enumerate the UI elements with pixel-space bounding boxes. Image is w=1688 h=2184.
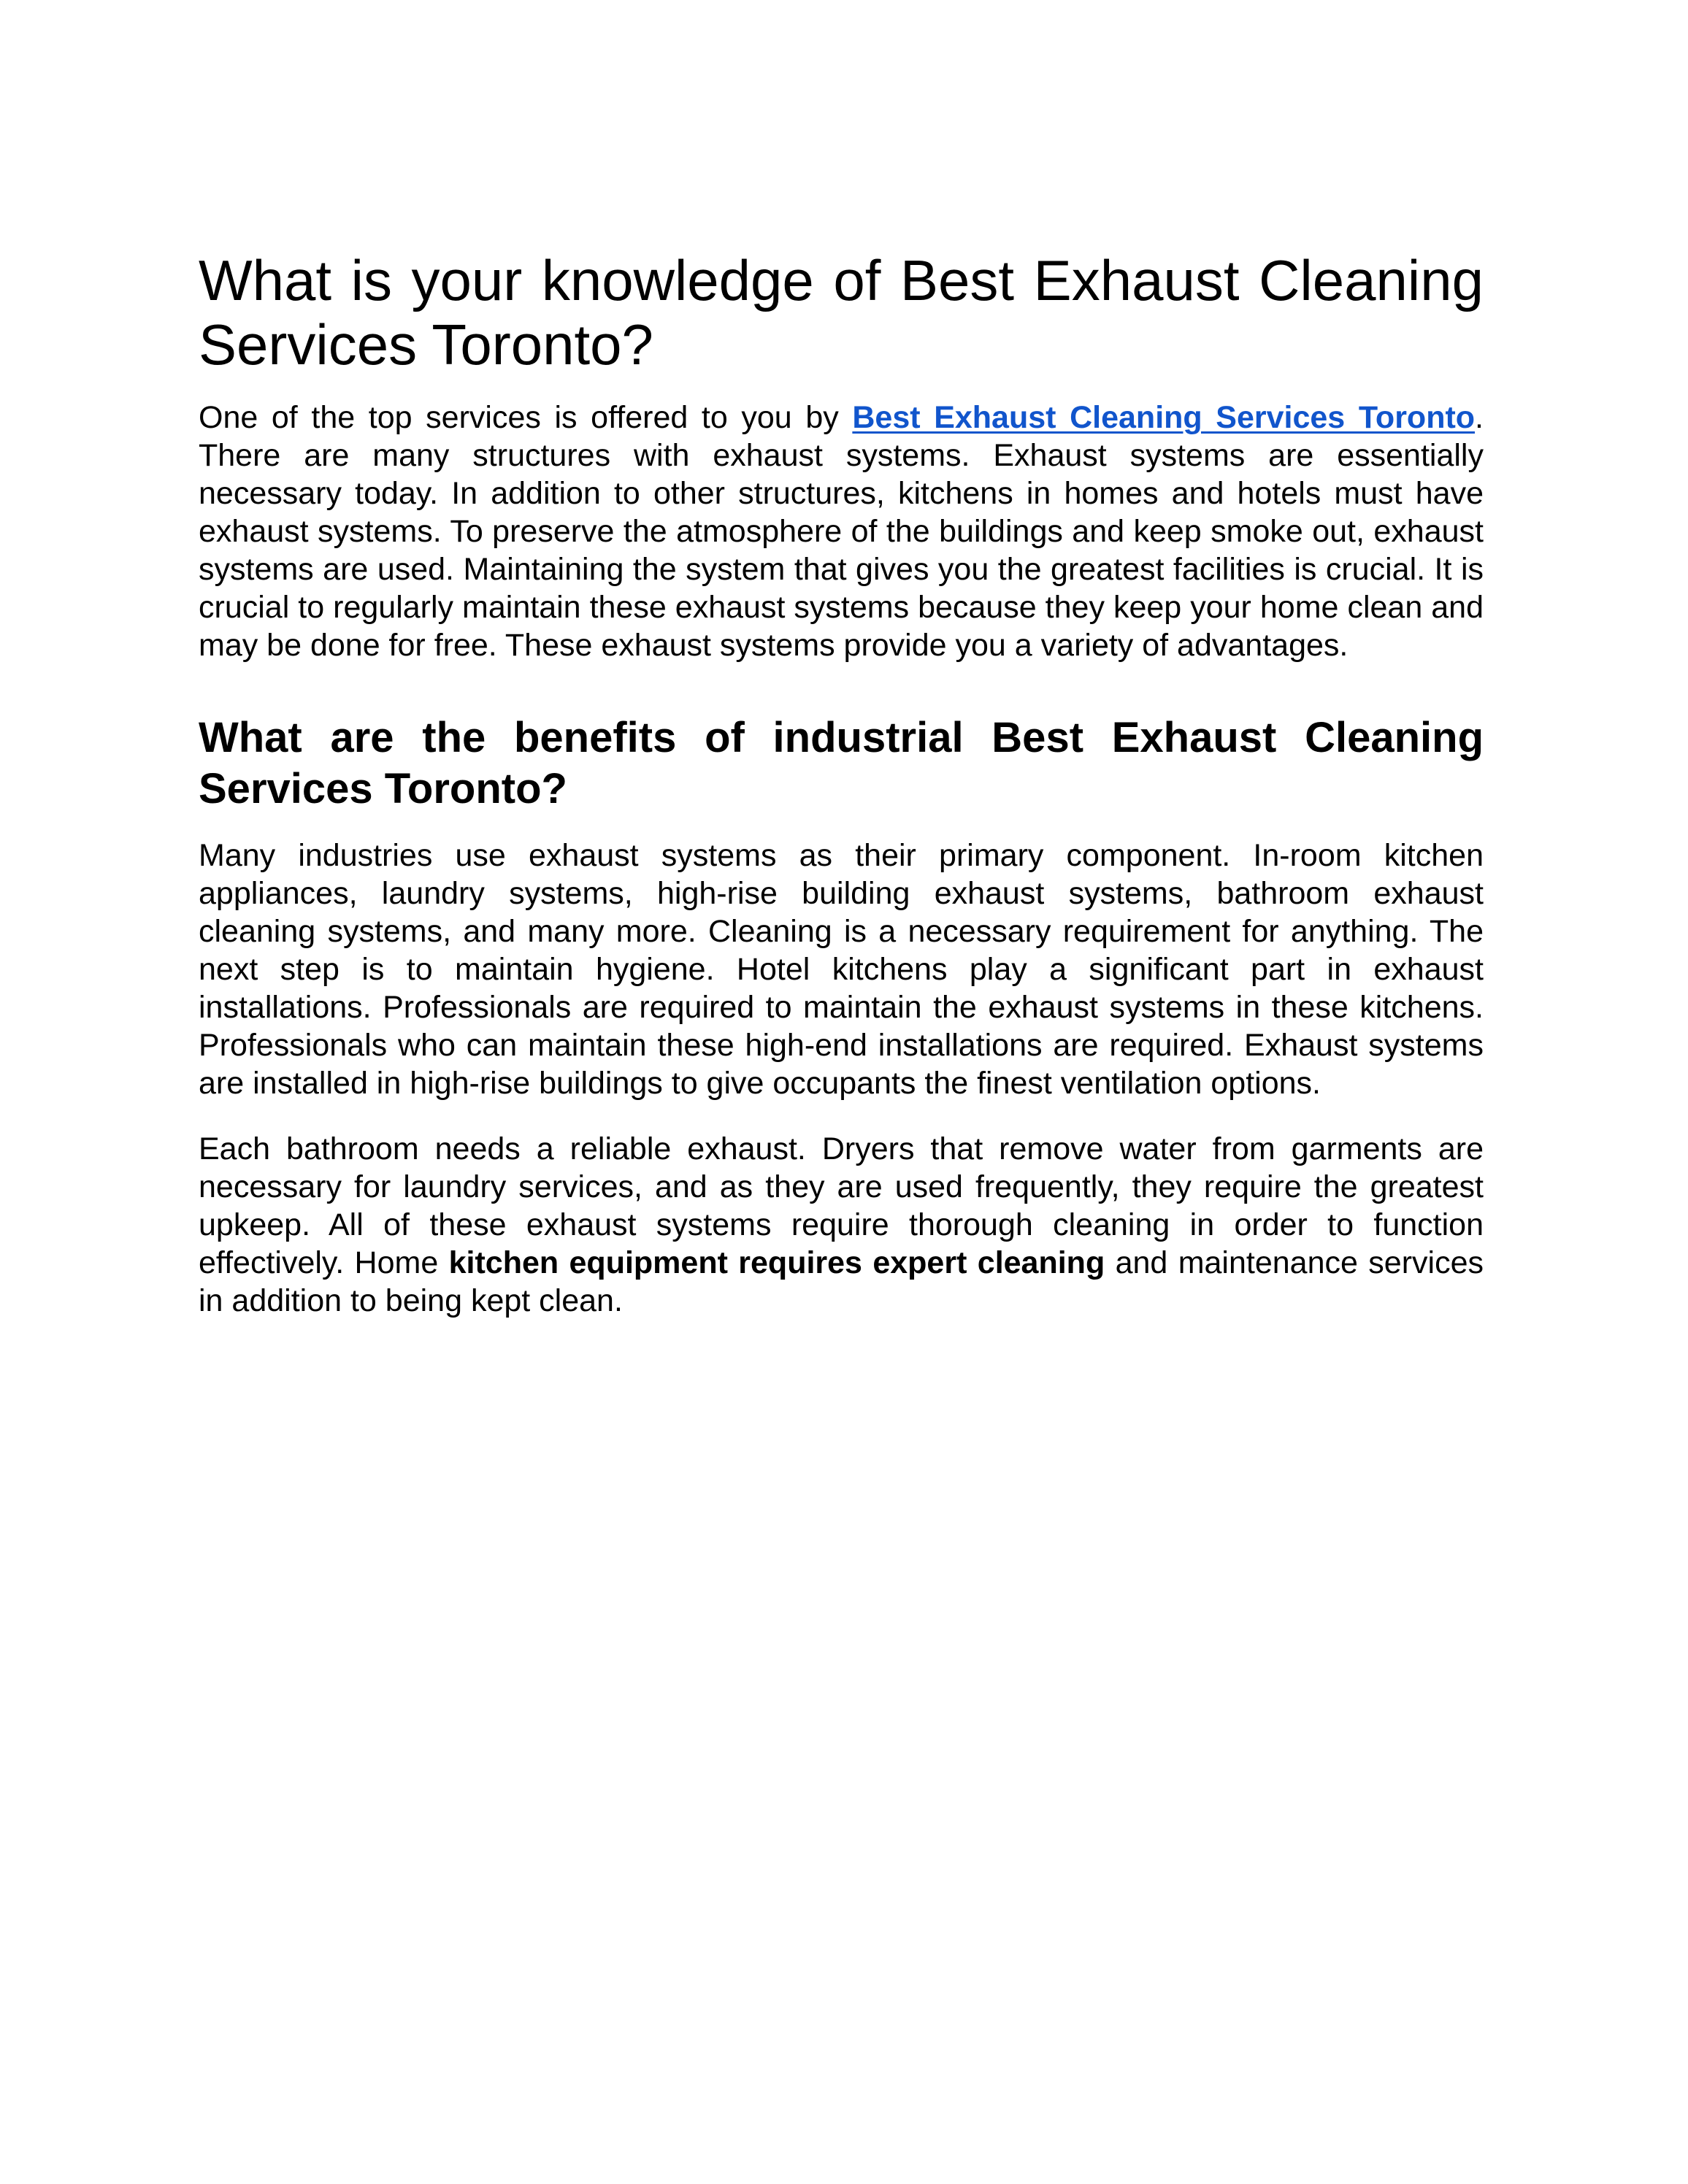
benefits-paragraph: Many industries use exhaust systems as their primary component. In-room kitchen appliances, laundry systems, high-rise building exhaust systems, bathroom exhaust cleaning systems, and many more. Cleaning is a necessary requirement for anything. The next step is to maintain hygiene. Hotel kitchens play a significant part in exhaust installations. Professionals are required to maintain the exhaust systems in these kitchens. Professionals who can maintain these high-end installations are required. Exhaust systems are installed in high-rise buildings to give occupants the finest ventilation options. <box>199 838 1484 1101</box>
page-title: What is your knowledge of Best Exhaust Cleaning Services Toronto? <box>199 248 1484 377</box>
bathroom-text-before-bold: Each bathroom needs a reliable exhaust. Dryers that remove water from garments are necessary for laundry services, and as they are used frequently, they require the greatest upkeep. All of these exhaust systems require thorough cleaning in order to function effectively. Home <box>199 1131 1484 1280</box>
bathroom-text-after-bold: and maintenance services in addition to being kept clean. <box>199 1245 1484 1318</box>
bold-phrase: kitchen equipment requires expert cleaning <box>448 1245 1105 1280</box>
intro-text-after-link: . There are many structures with exhaust systems. Exhaust systems are essentially necessary today. In addition to other structures, kitchens in homes and hotels must have exhaust systems. To preserve the atmosphere of the buildings and keep smoke out, exhaust systems are used. Maintaining the system that gives you the greatest facilities is crucial. It is crucial to regularly maintain these exhaust systems because they keep your home clean and may be done for free. These exhaust systems provide you a variety of advantages. <box>199 400 1484 663</box>
document-body <box>199 248 1484 1320</box>
intro-paragraph <box>199 399 1484 664</box>
section-heading: What are the benefits of industrial Best Exhaust Cleaning Services Toronto? <box>199 714 1484 812</box>
bathroom-paragraph <box>199 1130 1484 1320</box>
best-exhaust-cleaning-link[interactable]: Best Exhaust Cleaning Services Toronto <box>852 400 1476 435</box>
intro-text-before-link: One of the top services is offered to you by <box>199 400 853 435</box>
